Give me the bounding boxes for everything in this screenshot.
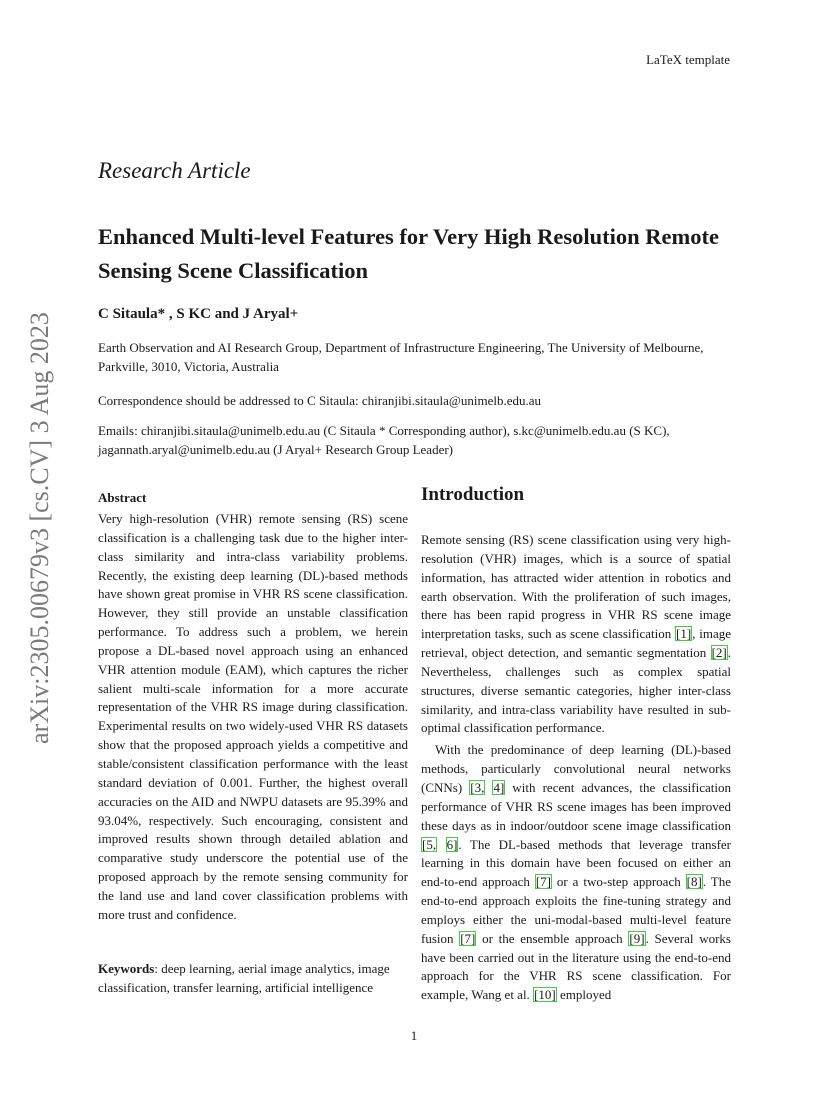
citation-link[interactable]: [7]	[460, 930, 476, 946]
text-span: . Several works have been carried out in the literature using the end-to-end approach for the VHR RS scene classification. For example, Wang et al.	[421, 930, 731, 1003]
introduction-heading: Introduction	[421, 484, 525, 505]
page-number: 1	[410, 1028, 418, 1043]
text-span: . Nevertheless, challenges such as complex spatial structures, diverse semantic categories, higher inter-class similarity, and intra-class variability have resulted in sub-optimal classification performance.	[421, 645, 731, 736]
citation-link[interactable]: [7]	[535, 874, 551, 890]
text-span: . The end-to-end approach exploits the fine-tuning strategy and employs either the uni-modal-based multi-level feature fusion	[421, 874, 731, 946]
citation-link[interactable]: [3,	[470, 779, 485, 795]
correspondence: Correspondence should be addressed to C Sitaula: chiranjibi.sitaula@unimelb.edu.au	[98, 393, 542, 408]
citation-link[interactable]: [9]	[629, 930, 645, 946]
citation-link[interactable]: 6]	[446, 836, 458, 852]
intro-paragraph	[421, 531, 731, 738]
text-span: with recent advances, the classification performance of VHR RS scene images has been improved these days as in indoor/outdoor scene image classification	[421, 779, 731, 833]
text-span: With the predominance of deep learning (DL)-based methods, particularly convolutional neural networks (CNNs)	[421, 742, 731, 795]
abstract-text: Very high-resolution (VHR) remote sensing (RS) scene classification is a challenging task due to the higher inter-class similarity and intra-class variability problems. Recently, the existing deep learning (DL)-based methods have shown great promise in VHR RS scene classification. However, they still provide an unstable classification performance. To address such a problem, we herein propose a DL-based novel approach using an enhanced VHR attention module (EAM), which captures the richer salient multi-scale information for a more accurate representation of the VHR RS image during classification. Experimental results on two widely-used VHR RS datasets show that the proposed approach yields a competitive and stable/consistent classification performance with the least standard deviation of 0.001. Further, the highest overall accuracies on the AID and NWPU datasets are 95.39% and 93.04%, respectively. Such encouraging, consistent and improved results shown through detailed ablation and comparative study underscore the potential use of the proposed approach by the remote sensing community for the land use and land cover classification problems with more trust and confidence.	[98, 511, 408, 922]
citation-link[interactable]: [10]	[534, 987, 556, 1003]
text-span: , image retrieval, object detection, and semantic segmentation	[421, 626, 731, 661]
citation-link[interactable]: [5,	[422, 836, 437, 852]
citation-link[interactable]: [2]	[711, 645, 727, 661]
intro-paragraph	[421, 741, 731, 1005]
keywords-text: : deep learning, aerial image analytics, image classification, transfer learning, artificial intelligence	[98, 961, 390, 995]
keywords	[98, 960, 408, 998]
citation-link[interactable]: [1]	[676, 626, 692, 642]
text-span: or the ensemble approach	[476, 930, 629, 946]
text-span: employed	[556, 987, 612, 1003]
authors: C Sitaula* , S KC and J Aryal+	[98, 306, 299, 322]
arxiv-identifier[interactable]: arXiv:2305.00679v3 [cs.CV] 3 Aug 2023	[25, 312, 54, 744]
affiliation: Earth Observation and AI Research Group, Department of Infrastructure Engineering, The University of Melbourne, Parkville, 3010, Victoria, Australia	[98, 340, 704, 374]
text-span: or a two-step approach	[551, 874, 686, 890]
keywords-label: Keywords	[98, 961, 155, 976]
emails: Emails: chiranjibi.sitaula@unimelb.edu.au (C Sitaula * Corresponding author), s.kc@unimelb.edu.au (S KC), jagannath.aryal@unimelb.edu.au (J Aryal+ Research Group Leader)	[98, 423, 670, 457]
text-span: . The DL-based methods that leverage transfer learning in this domain have been focused on either an end-to-end approach	[421, 836, 732, 890]
latex-template-header: LaTeX template	[646, 52, 730, 67]
paper-title: Enhanced Multi-level Features for Very High Resolution Remote Sensing Scene Classification	[98, 224, 719, 283]
text-span: Remote sensing (RS) scene classification using very high-resolution (VHR) images, which is a source of spatial information, has attracted wider attention in robotics and earth observation. With the proliferation of such images, there has been rapid progress in VHR RS scene image interpretation tasks, such as scene classification	[421, 532, 731, 642]
introduction-body	[421, 531, 731, 1005]
abstract-heading: Abstract	[98, 490, 147, 505]
article-type: Research Article	[98, 158, 251, 183]
citation-link[interactable]: [8]	[686, 874, 702, 890]
citation-link[interactable]: 4]	[493, 779, 505, 795]
